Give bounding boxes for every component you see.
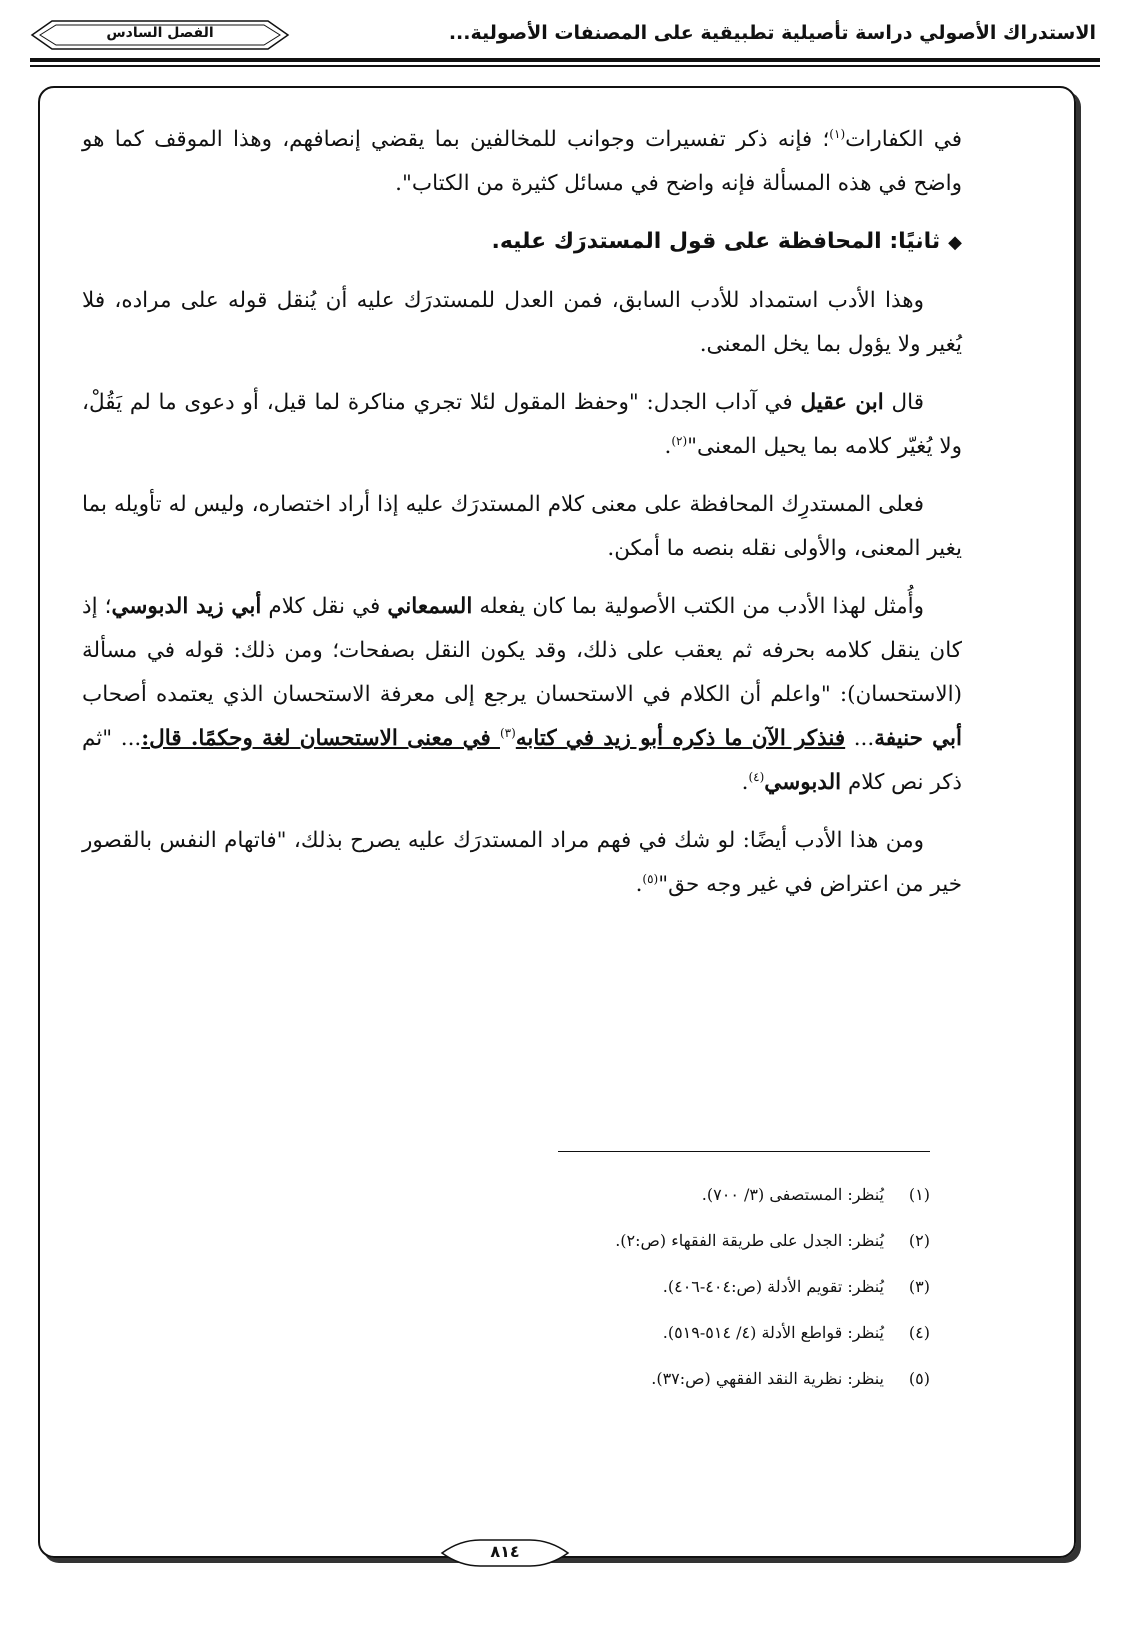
footnote-ref-4[interactable]: (٤) — [748, 769, 765, 784]
underlined-quote-2: في معنى الاستحسان لغة وحكمًا. قال: — [141, 726, 500, 751]
footnote-number: (١) — [908, 1185, 930, 1204]
footnote-ref-2[interactable]: (٢) — [671, 433, 688, 448]
footnote-text: يُنظر: قواطع الأدلة (٤/ ٥١٤-٥١٩). — [662, 1323, 884, 1342]
section-heading — [82, 220, 962, 265]
footnote-text: يُنظر: الجدل على طريقة الفقهاء (ص:٢). — [615, 1231, 884, 1250]
footnote-number: (٢) — [908, 1231, 930, 1250]
footnotes — [82, 1172, 930, 1402]
paragraph-3-b: في آداب الجدل: "وحفظ المقول لئلا تجري مناكرة لما قيل، أو دعوى ما لم يَقُلْ، ولا يُغيّر كلامه بما يحيل المعنى" — [82, 390, 962, 459]
footnote-number: (٣) — [908, 1277, 930, 1296]
paragraph-5-a: وأُمثل لهذا الأدب من الكتب الأصولية بما كان يفعله — [472, 594, 924, 619]
paragraph-5-b: في نقل كلام — [261, 594, 388, 619]
footnote-5 — [82, 1356, 930, 1402]
page-number-badge — [440, 1536, 570, 1570]
diamond-bullet-icon: ◆ — [948, 232, 962, 253]
paragraph-6 — [82, 819, 962, 907]
name-samani: السمعاني — [387, 594, 473, 619]
header-rule — [30, 58, 1100, 62]
footnote-3 — [82, 1264, 930, 1310]
paragraph-5-end: . — [741, 770, 749, 795]
header-rule-thin — [30, 65, 1100, 67]
footnote-2 — [82, 1218, 930, 1264]
footnote-number: (٤) — [908, 1323, 930, 1342]
paragraph-1 — [82, 118, 962, 206]
footnote-number: (٥) — [908, 1369, 930, 1388]
main-text — [82, 118, 962, 921]
name-ibn-aqil: ابن عقيل — [800, 390, 884, 415]
paragraph-4: فعلى المستدرِك المحافظة على معنى كلام المستدرَك عليه إذا أراد اختصاره، وليس له تأويله بما يغير المعنى، والأولى نقله بنصه ما أمكن. — [82, 492, 962, 561]
footnote-ref-3[interactable]: (٣) — [499, 725, 516, 740]
footnote-text: يُنظر: تقويم الأدلة (ص:٤٠٤-٤٠٦). — [662, 1277, 884, 1296]
paragraph-1-rest: ؛ فإنه ذكر تفسيرات وجوانب للمخالفين بما يقضي إنصافهم، وهذا الموقف كما هو واضح في هذه المسألة فإنه واضح في مسائل كثيرة من الكتاب". — [82, 127, 962, 196]
name-abu-hanifa: أبي حنيفة — [874, 726, 962, 751]
footnote-4 — [82, 1310, 930, 1356]
footnote-text: ينظر: نظرية النقد الفقهي (ص:٣٧). — [651, 1369, 884, 1388]
chapter-tag — [30, 18, 290, 52]
chapter-label: الفصل السادس — [106, 25, 214, 41]
paragraph-2: وهذا الأدب استمداد للأدب السابق، فمن العدل للمستدرَك عليه أن يُنقل قوله على مراده، فلا يُغير ولا يؤول بما يخل المعنى. — [82, 288, 962, 357]
paragraph-5-d: ... — [845, 726, 875, 751]
paragraph-5 — [82, 585, 962, 805]
paragraph-6-text: ومن هذا الأدب أيضًا: لو شك في فهم مراد المستدرَك عليه يصرح بذلك، "فاتهام النفس بالقصور خير من اعتراض في غير وجه حق" — [82, 828, 962, 897]
name-abu-zayd: أبي زيد الدبوسي — [111, 594, 262, 619]
name-dabusi: الدبوسي — [764, 770, 842, 795]
book-title: الاستدراك الأصولي دراسة تأصيلية تطبيقية على المصنفات الأصولية... — [448, 22, 1096, 44]
paragraph-3-a: قال — [883, 390, 924, 415]
paragraph-5-e: ... "ثم ذكر نص كلام — [82, 726, 962, 795]
section-heading-text: ثانيًا: المحافظة على قول المستدرَك عليه. — [491, 229, 941, 254]
footnote-ref-5[interactable]: (٥) — [642, 871, 659, 886]
footnote-ref-1[interactable]: (١) — [829, 126, 846, 141]
paragraph-3: قال ابن عقيل في آداب الجدل: "وحفظ المقول لئلا تجري مناكرة لما قيل، أو دعوى ما لم يَقُلْ، ولا يُغيّر كلامه بما يحيل المعنى"$^{(٢)}$. — [82, 390, 962, 459]
page-header — [30, 14, 1100, 66]
footnote-1 — [82, 1172, 930, 1218]
underlined-quote-1: فنذكر الآن ما ذكره أبو زيد في كتابه — [515, 726, 846, 751]
paragraph-1-start: في الكفارات — [845, 127, 962, 152]
paragraph-5-c: ؛ إذ كان ينقل كلامه بحرفه ثم يعقب على ذلك، وقد يكون النقل بصفحات؛ ومن ذلك: قوله في مسألة (الاستحسان): "واعلم أن الكلام في الاستحسان يرجع إلى معرفة الاستحسان الذي يعتمده أصحاب — [82, 594, 962, 707]
footnote-separator — [558, 1151, 930, 1152]
paragraph-6-end: . — [635, 872, 643, 897]
footnote-text: يُنظر: المستصفى (٣/ ٧٠٠). — [701, 1185, 884, 1204]
page-number: ٨١٤ — [490, 1542, 520, 1561]
